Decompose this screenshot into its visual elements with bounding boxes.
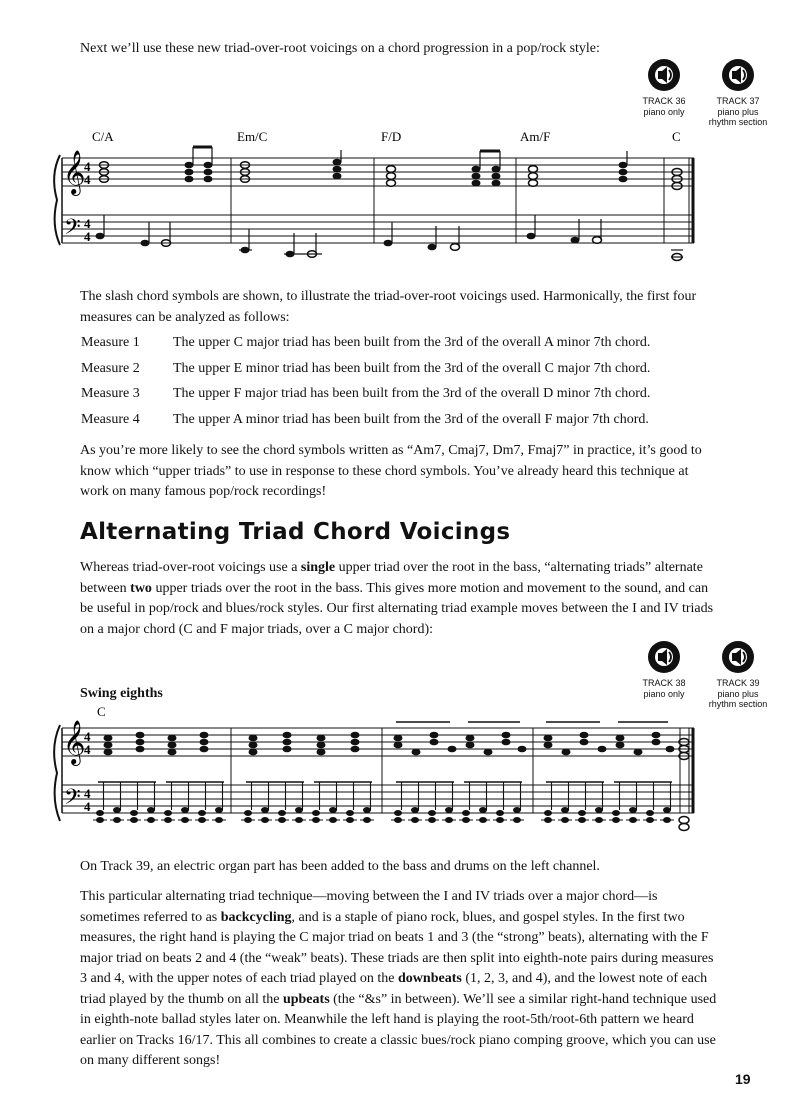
time-sig: 4 bbox=[84, 729, 91, 744]
chord-symbol: C/A bbox=[92, 129, 114, 144]
alternating-triads-paragraph: Whereas triad-over-root voicings use a single upper triad over the root in the bass, “alternating triads” alternate between two upper triads over the root in the bass. This gives more motion and movement to the sound, and can be useful in pop/rock and blues/rock styles. Our first alternating triad example moves between the I and IV triads on a major chord (C and F major triads, over a C major chord): bbox=[80, 560, 714, 637]
bass-note bbox=[147, 807, 155, 813]
intro-text: Next we’ll use these new triad-over-root voicings on a chord progression in a pop/rock style: bbox=[80, 41, 600, 56]
music-example-2 bbox=[0, 700, 800, 845]
track-label: TRACK 37 bbox=[716, 96, 760, 106]
treble-staff bbox=[62, 158, 694, 186]
bass-note bbox=[244, 810, 252, 816]
bass-note bbox=[312, 810, 320, 816]
measure-label: Measure 4 bbox=[81, 412, 140, 427]
bass-note bbox=[595, 807, 603, 813]
bass-note bbox=[181, 807, 189, 813]
measure-label: Measure 1 bbox=[81, 335, 140, 350]
tempo-marking: Swing eighths bbox=[80, 686, 163, 701]
track-desc: piano plus bbox=[717, 688, 759, 699]
bass-note bbox=[295, 807, 303, 813]
bass-note bbox=[646, 810, 654, 816]
chord-symbol: C bbox=[672, 129, 681, 144]
bass-clef-icon: 𝄢 bbox=[64, 215, 81, 244]
bass-note bbox=[96, 810, 104, 816]
track-desc: piano plus bbox=[717, 106, 759, 117]
audio-cd-icon bbox=[647, 640, 681, 674]
bass-note bbox=[513, 807, 521, 813]
treble-clef-icon: 𝄞 bbox=[63, 152, 86, 194]
bass-note bbox=[363, 807, 371, 813]
time-sig: 4 bbox=[84, 786, 91, 801]
section-title: Alternating Triad Chord Voicings bbox=[80, 519, 511, 545]
treble-chords bbox=[100, 159, 683, 190]
audio-cd-icon bbox=[721, 640, 755, 674]
page-number: 19 bbox=[735, 1071, 751, 1087]
bass-note bbox=[346, 810, 354, 816]
bass-note bbox=[198, 810, 206, 816]
time-sig: 4 bbox=[84, 159, 91, 174]
time-sig: 4 bbox=[84, 229, 91, 244]
music-example-1 bbox=[0, 125, 800, 270]
track-desc: piano only bbox=[643, 106, 685, 117]
measure-label: Measure 2 bbox=[81, 361, 140, 376]
track-desc: piano only bbox=[643, 688, 685, 699]
barlines bbox=[62, 158, 693, 243]
bass-note bbox=[663, 807, 671, 813]
analysis-intro: The slash chord symbols are shown, to illustrate the triad-over-root voicings used. Harmonically, the first four measures can be analyzed as follows: bbox=[80, 289, 697, 325]
bass-note bbox=[428, 810, 436, 816]
bass-note bbox=[261, 807, 269, 813]
bass-note bbox=[462, 810, 470, 816]
bass-note bbox=[394, 810, 402, 816]
backcycling-paragraph: This particular alternating triad technique—moving between the I and IV triads over a major chord—is sometimes referred to as backcycling, and is a staple of piano rock, blues, and gospel styles. In the first two measures, the right hand is playing the C major triad on beats 1 and 3 (the “strong” beats), alternating with the F major triad on beats 2 and 4 (the “weak” beats). These triads are then split into eighth-note pairs during measures 3 and 4, with the upper notes of each triad played on the downbeats (1, 2, 3, and 4), and the lowest note of each triad played by the thumb on all the upbeats (the “&s” in between). We’ll see a similar right-hand technique used in eighth-note ballad styles later on. Meanwhile the left hand is playing the root-5th/root-6th pattern we heard earlier on Tracks 16/17. This all combines to create a classic bues/rock piano comping groove, which you can use on many different songs! bbox=[80, 889, 717, 1068]
track-38-badge[interactable] bbox=[626, 640, 702, 699]
bass-note bbox=[278, 810, 286, 816]
track-desc: rhythm section bbox=[708, 117, 768, 127]
track-39-note: On Track 39, an electric organ part has been added to the bass and drums on the left channel. bbox=[80, 859, 600, 874]
measure-text: The upper A minor triad has been built from the 3rd of the overall F major 7th chord. bbox=[173, 412, 649, 427]
track-label: TRACK 38 bbox=[642, 678, 686, 688]
bass-staff bbox=[62, 215, 694, 243]
bass-note bbox=[496, 810, 504, 816]
bass-note bbox=[629, 807, 637, 813]
bass-note bbox=[130, 810, 138, 816]
bass-clef-icon: 𝄢 bbox=[64, 785, 81, 814]
bass-note bbox=[561, 807, 569, 813]
time-sig: 4 bbox=[84, 742, 91, 757]
bass-note bbox=[329, 807, 337, 813]
bass-notes bbox=[96, 233, 683, 261]
time-sig: 4 bbox=[84, 799, 91, 814]
treble-clef-icon: 𝄞 bbox=[63, 722, 86, 764]
measure-text: The upper E minor triad has been built from the 3rd of the overall C major 7th chord. bbox=[173, 361, 651, 376]
chord-symbol: F/D bbox=[381, 129, 402, 144]
track-37-badge[interactable] bbox=[700, 58, 776, 128]
track-label: TRACK 39 bbox=[716, 678, 760, 688]
time-sig: 4 bbox=[84, 216, 91, 231]
track-label: TRACK 36 bbox=[642, 96, 686, 106]
bass-note bbox=[479, 807, 487, 813]
chord-symbol: Em/C bbox=[237, 129, 268, 144]
audio-cd-icon bbox=[647, 58, 681, 92]
bass-note bbox=[578, 810, 586, 816]
bass-note bbox=[113, 807, 121, 813]
bass-note bbox=[215, 807, 223, 813]
measure-label: Measure 3 bbox=[81, 386, 140, 401]
chord-symbol: C bbox=[97, 704, 106, 719]
bass-note bbox=[411, 807, 419, 813]
track-desc: rhythm section bbox=[708, 699, 768, 709]
bass-note bbox=[164, 810, 172, 816]
time-sig: 4 bbox=[84, 172, 91, 187]
barlines bbox=[62, 728, 693, 813]
bass-dyads bbox=[93, 782, 674, 823]
audio-cd-icon bbox=[721, 58, 755, 92]
measure-text: The upper C major triad has been built from the 3rd of the overall A minor 7th chord. bbox=[173, 335, 651, 350]
chord-symbol: Am/F bbox=[520, 129, 551, 144]
chord-symbols-paragraph: As you’re more likely to see the chord symbols written as “Am7, Cmaj7, Dm7, Fmaj7” in practice, it’s good to know which “upper triads” to use in response to these chord symbols. You’ve already heard this technique at work on many famous pop/rock recordings! bbox=[80, 443, 702, 499]
bass-note bbox=[612, 810, 620, 816]
system-brace bbox=[54, 155, 60, 245]
bass-note bbox=[445, 807, 453, 813]
treble-staff bbox=[62, 728, 694, 756]
track-36-badge[interactable] bbox=[626, 58, 702, 117]
measure-text: The upper F major triad has been built from the 3rd of the overall D minor 7th chord. bbox=[173, 386, 651, 401]
system-brace bbox=[54, 725, 60, 821]
bass-note bbox=[544, 810, 552, 816]
